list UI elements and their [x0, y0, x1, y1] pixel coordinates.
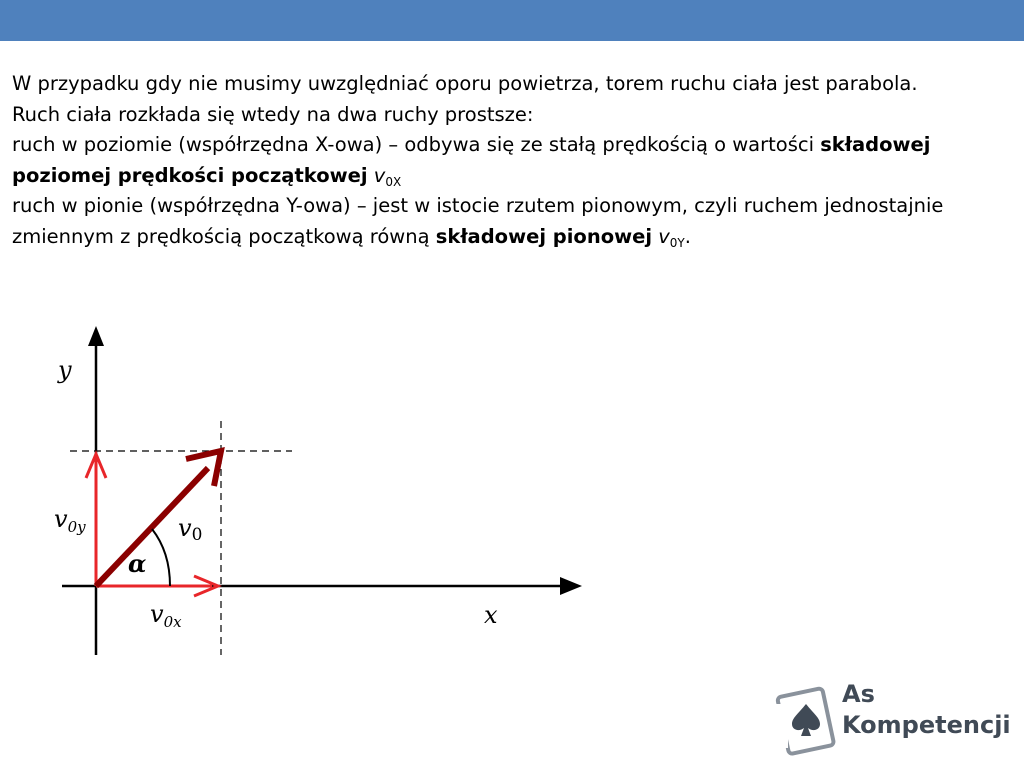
velocity-diagram — [40, 318, 600, 663]
slide-text — [12, 69, 1012, 252]
vertical-symbol: v — [658, 224, 670, 248]
vertical-subscript: 0Y — [669, 235, 685, 250]
v0y-symbol: v — [54, 505, 68, 533]
horizontal-bold: składowej poziomej prędkości początkowej — [12, 133, 931, 187]
horizontal-symbol: v — [373, 163, 386, 187]
v0x-symbol: v — [150, 600, 164, 628]
vertical-bold: składowej pionowej — [435, 224, 653, 248]
logo-icon — [768, 678, 844, 756]
angle-label: α — [128, 549, 147, 578]
y-axis-label: y — [58, 356, 72, 384]
v0-symbol: v — [178, 514, 192, 542]
x-axis-arrow-icon — [560, 577, 582, 595]
logo-line-2: Kompetencji — [842, 711, 1011, 739]
v0-subscript: 0 — [191, 525, 203, 545]
v0x-subscript: 0x — [163, 613, 182, 631]
angle-arc — [152, 529, 170, 586]
vertical-end: . — [684, 224, 691, 248]
v0x-label — [150, 600, 182, 631]
logo-text — [842, 679, 1011, 741]
v0y-label — [54, 505, 86, 536]
y-axis-arrow-icon — [88, 326, 104, 346]
top-bar — [0, 0, 1024, 41]
logo-line-1: As — [842, 680, 875, 708]
text-horizontal-motion — [12, 130, 1012, 191]
horizontal-text: ruch w poziomie (współrzędna X-owa) – odbywa się ze stałą prędkością o wartości — [12, 133, 821, 156]
v0y-subscript: 0y — [67, 518, 86, 536]
text-vertical-motion — [12, 191, 1012, 252]
vertical-text: ruch w pionie (współrzędna Y-owa) – jest w istocie rzutem pionowym, czyli ruchem jednostajnie zmiennym z prędkością początkową równą — [12, 194, 944, 248]
text-line-2: Ruch ciała rozkłada się wtedy na dwa ruchy prostsze: — [12, 102, 534, 126]
v0-label — [178, 514, 202, 545]
horizontal-subscript: 0X — [385, 174, 402, 189]
text-line-1: W przypadku gdy nie musimy uwzględniać oporu powietrza, torem ruchu ciała jest parabola. — [12, 72, 918, 95]
x-axis-label: x — [484, 601, 498, 629]
